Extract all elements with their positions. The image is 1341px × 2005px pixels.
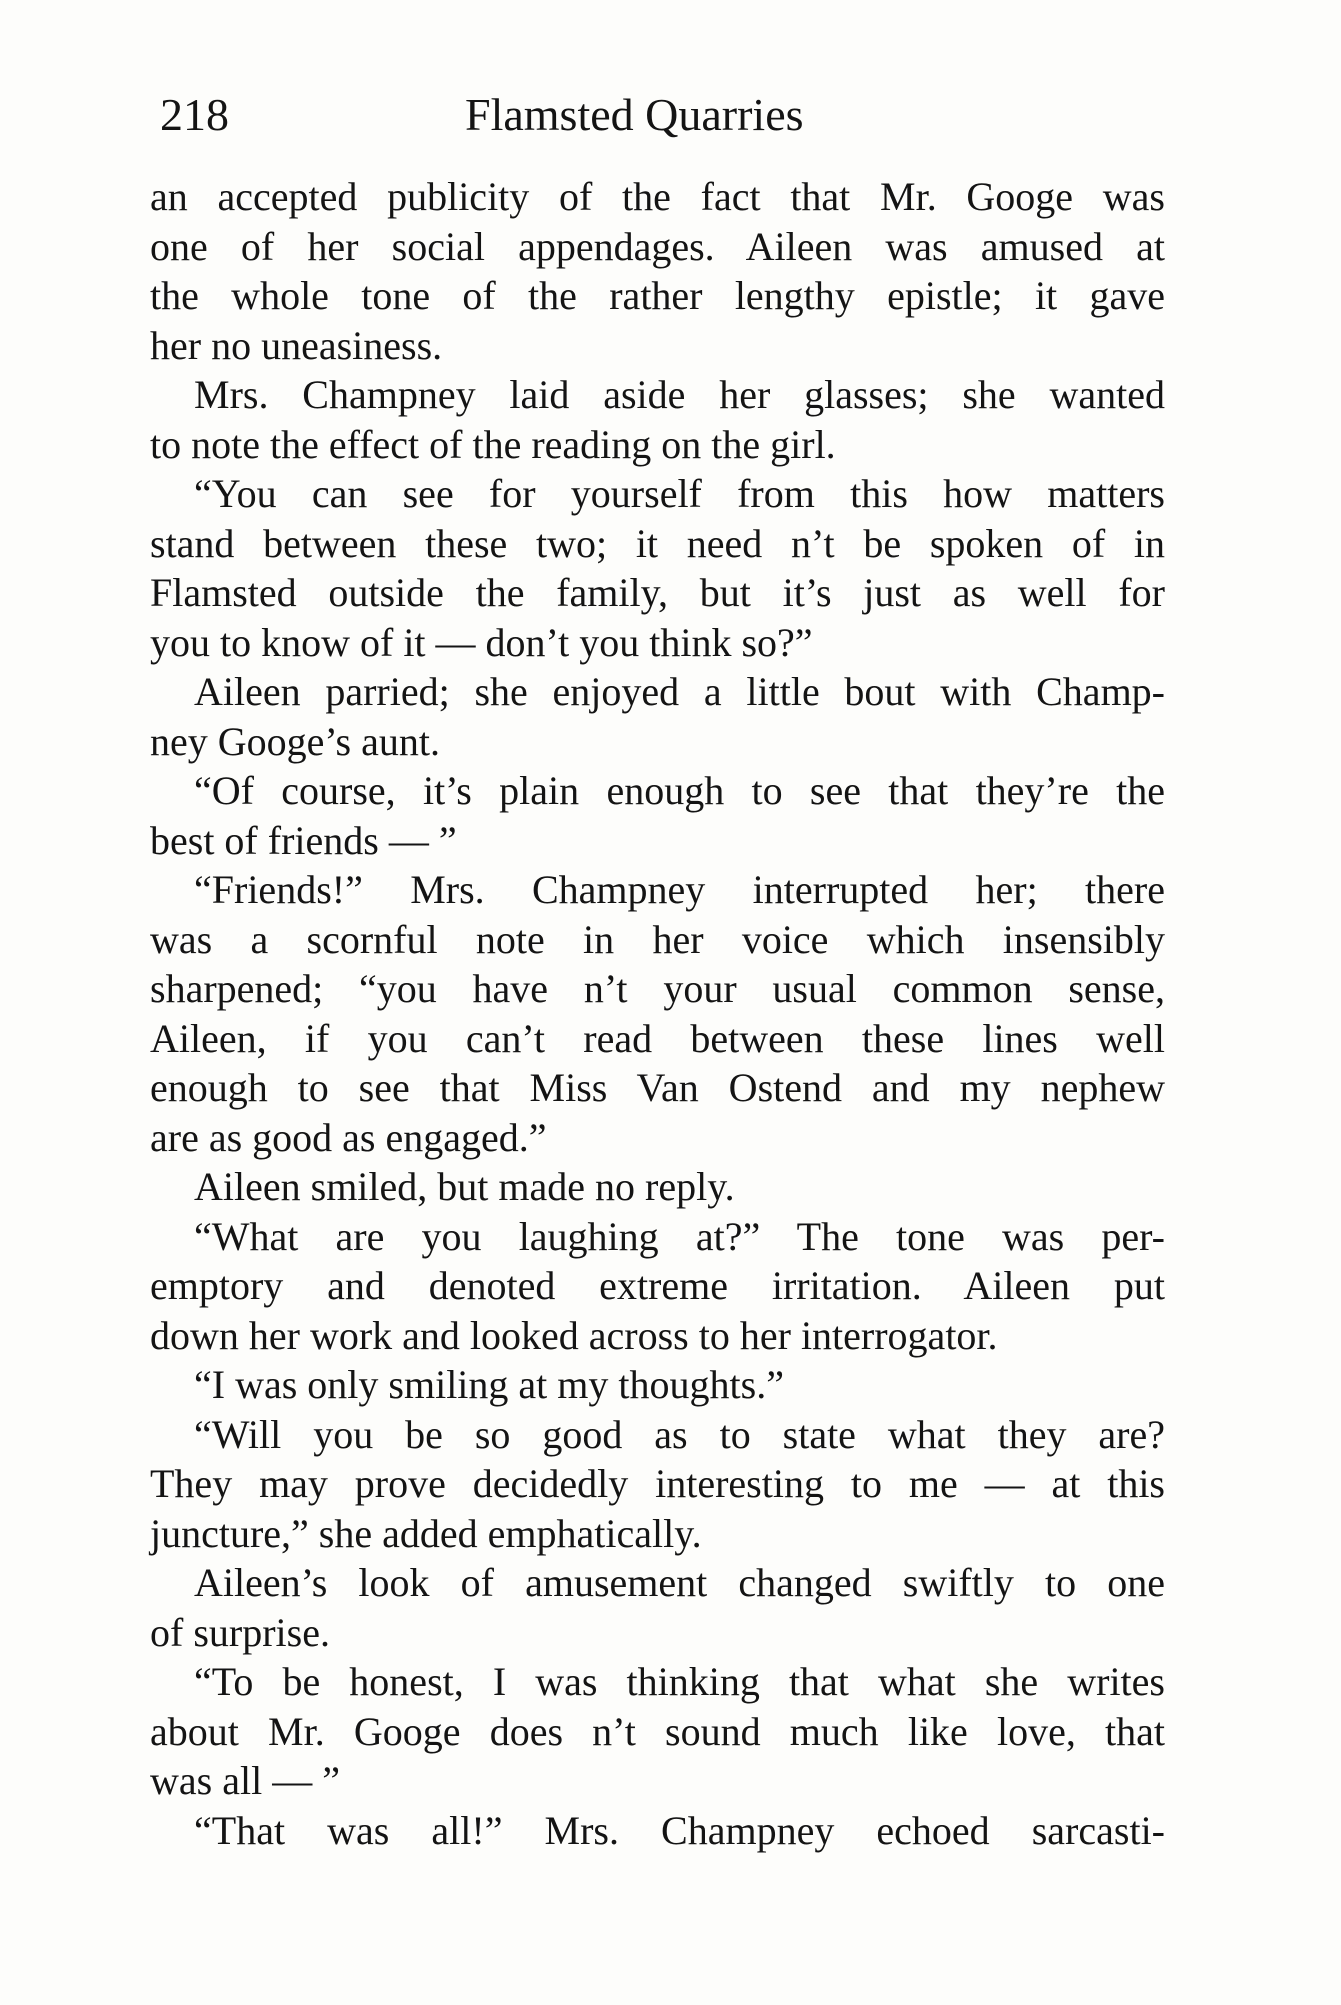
text-line: the whole tone of the rather lengthy epistle; it gave [150, 273, 1165, 318]
text-line: “What are you laughing at?” The tone was per- [194, 1213, 1165, 1259]
text-line: “You can see for yourself from this how matters [194, 471, 1165, 516]
text-line: are as good as engaged.” [150, 1114, 547, 1160]
text-line: Aileen, if you can’t read between these lines well [150, 1015, 1165, 1061]
text-line: her no uneasiness. [150, 322, 443, 368]
text-line: an accepted publicity of the fact that Mr. Googe was [150, 174, 1165, 219]
text-line: They may prove decidedly interesting to me — at this [150, 1461, 1165, 1506]
body-text [150, 172, 1165, 1855]
text-line: stand between these two; it need n’t be spoken of in [150, 520, 1165, 566]
text-line: was all — ” [150, 1758, 340, 1803]
text-line: juncture,” she added emphatically. [150, 1510, 702, 1556]
page-number: 218 [160, 89, 229, 140]
text-line: Mrs. Champney laid aside her glasses; she wanted [194, 372, 1165, 417]
text-line: Flamsted outside the family, but it’s just as well for [150, 570, 1165, 615]
text-line: ney Googe’s aunt. [150, 718, 440, 764]
text-line: you to know of it — don’t you think so?” [150, 619, 813, 665]
text-line: to note the effect of the reading on the girl. [150, 421, 836, 467]
text-line: Aileen smiled, but made no reply. [194, 1164, 735, 1209]
text-line: Aileen parried; she enjoyed a little bout with Champ- [194, 669, 1165, 714]
text-line: “Friends!” Mrs. Champney interrupted her; there [194, 867, 1165, 912]
running-title: Flamsted Quarries [465, 89, 804, 140]
text-line: sharpened; “you have n’t your usual common sense, [150, 966, 1165, 1011]
text-line: of surprise. [150, 1609, 330, 1655]
text-line: one of her social appendages. Aileen was amused at [150, 223, 1165, 269]
text-line: best of friends — ” [150, 817, 457, 863]
text-line: “I was only smiling at my thoughts.” [194, 1362, 784, 1407]
text-line: “Will you be so good as to state what they are? [194, 1411, 1165, 1457]
text-line: down her work and looked across to her interrogator. [150, 1312, 998, 1358]
text-line: “Of course, it’s plain enough to see that they’re the [194, 768, 1165, 813]
text-line: enough to see that Miss Van Ostend and my nephew [150, 1065, 1165, 1110]
text-line: was a scornful note in her voice which insensibly [150, 916, 1165, 962]
text-line: about Mr. Googe does n’t sound much like love, that [150, 1708, 1165, 1754]
text-line: “That was all!” Mrs. Champney echoed sarcasti- [194, 1807, 1165, 1853]
text-line: “To be honest, I was thinking that what she writes [194, 1659, 1165, 1704]
page-header [160, 88, 1200, 148]
text-line: emptory and denoted extreme irritation. Aileen put [150, 1263, 1165, 1308]
text-line: Aileen’s look of amusement changed swiftly to one [194, 1560, 1165, 1605]
